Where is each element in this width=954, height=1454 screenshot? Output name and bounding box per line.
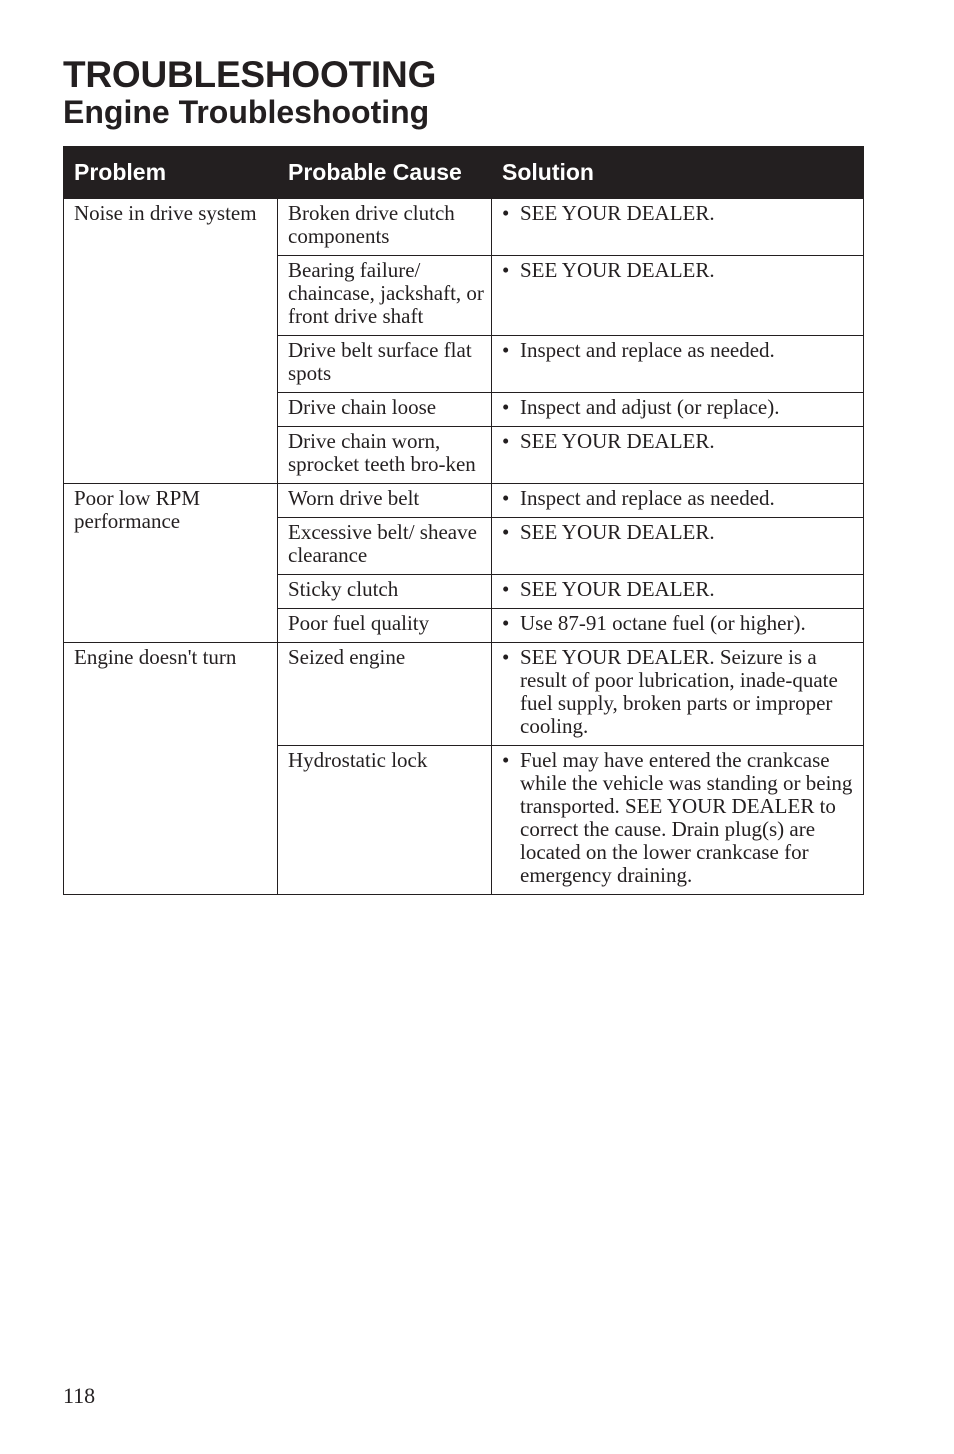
cause-cell: Excessive belt/ sheave clearance [278,518,492,575]
cause-cell: Drive chain loose [278,393,492,427]
bullet-icon: • [502,338,510,362]
cause-cell: Poor fuel quality [278,609,492,643]
section-subtitle: Engine Troubleshooting [63,94,430,130]
table-row [64,643,864,746]
bullet-icon: • [502,520,510,544]
bullet-icon: • [502,611,510,635]
bullet-icon: • [502,645,510,669]
table-row [64,484,864,518]
page-number: 118 [63,1383,96,1408]
solution-cell: • SEE YOUR DEALER. [492,199,864,256]
table-header-row [64,147,864,199]
cause-cell: Sticky clutch [278,575,492,609]
solution-cell: • SEE YOUR DEALER. [492,575,864,609]
bullet-icon: • [502,201,510,225]
solution-cell: • SEE YOUR DEALER. Seizure is a result of poor lubrication, inade-quate fuel supply, broken parts or improper cooling. [492,643,864,746]
bullet-icon: • [502,258,510,282]
cause-cell: Seized engine [278,643,492,746]
bullet-icon: • [502,577,510,601]
page-title: TROUBLESHOOTING [63,54,437,95]
table-row [64,199,864,256]
bullet-icon: • [502,429,510,453]
solution-cell: • Inspect and replace as needed. [492,336,864,393]
column-header-problem: Problem [64,147,278,199]
cause-cell: Broken drive clutch components [278,199,492,256]
cause-cell: Bearing failure/ chaincase, jackshaft, or front drive shaft [278,256,492,336]
bullet-icon: • [502,486,510,510]
cause-cell: Hydrostatic lock [278,746,492,895]
bullet-icon: • [502,748,510,772]
solution-cell: • SEE YOUR DEALER. [492,518,864,575]
troubleshooting-table [63,146,864,895]
cause-cell: Drive belt surface flat spots [278,336,492,393]
bullet-icon: • [502,395,510,419]
column-header-solution: Solution [492,147,864,199]
cause-cell: Worn drive belt [278,484,492,518]
cause-cell: Drive chain worn, sprocket teeth bro-ken [278,427,492,484]
problem-cell: Poor low RPM performance [64,484,278,643]
solution-cell: • SEE YOUR DEALER. [492,427,864,484]
problem-cell: Engine doesn't turn [64,643,278,895]
solution-cell: • Inspect and adjust (or replace). [492,393,864,427]
problem-cell: Noise in drive system [64,199,278,484]
solution-cell: • Fuel may have entered the crankcase while the vehicle was standing or being transported. SEE YOUR DEALER to correct the cause. Drain plug(s) are located on the lower crankcase for emergency draining. [492,746,864,895]
solution-cell: • SEE YOUR DEALER. [492,256,864,336]
column-header-cause: Probable Cause [278,147,492,199]
solution-cell: • Inspect and replace as needed. [492,484,864,518]
solution-cell: • Use 87-91 octane fuel (or higher). [492,609,864,643]
